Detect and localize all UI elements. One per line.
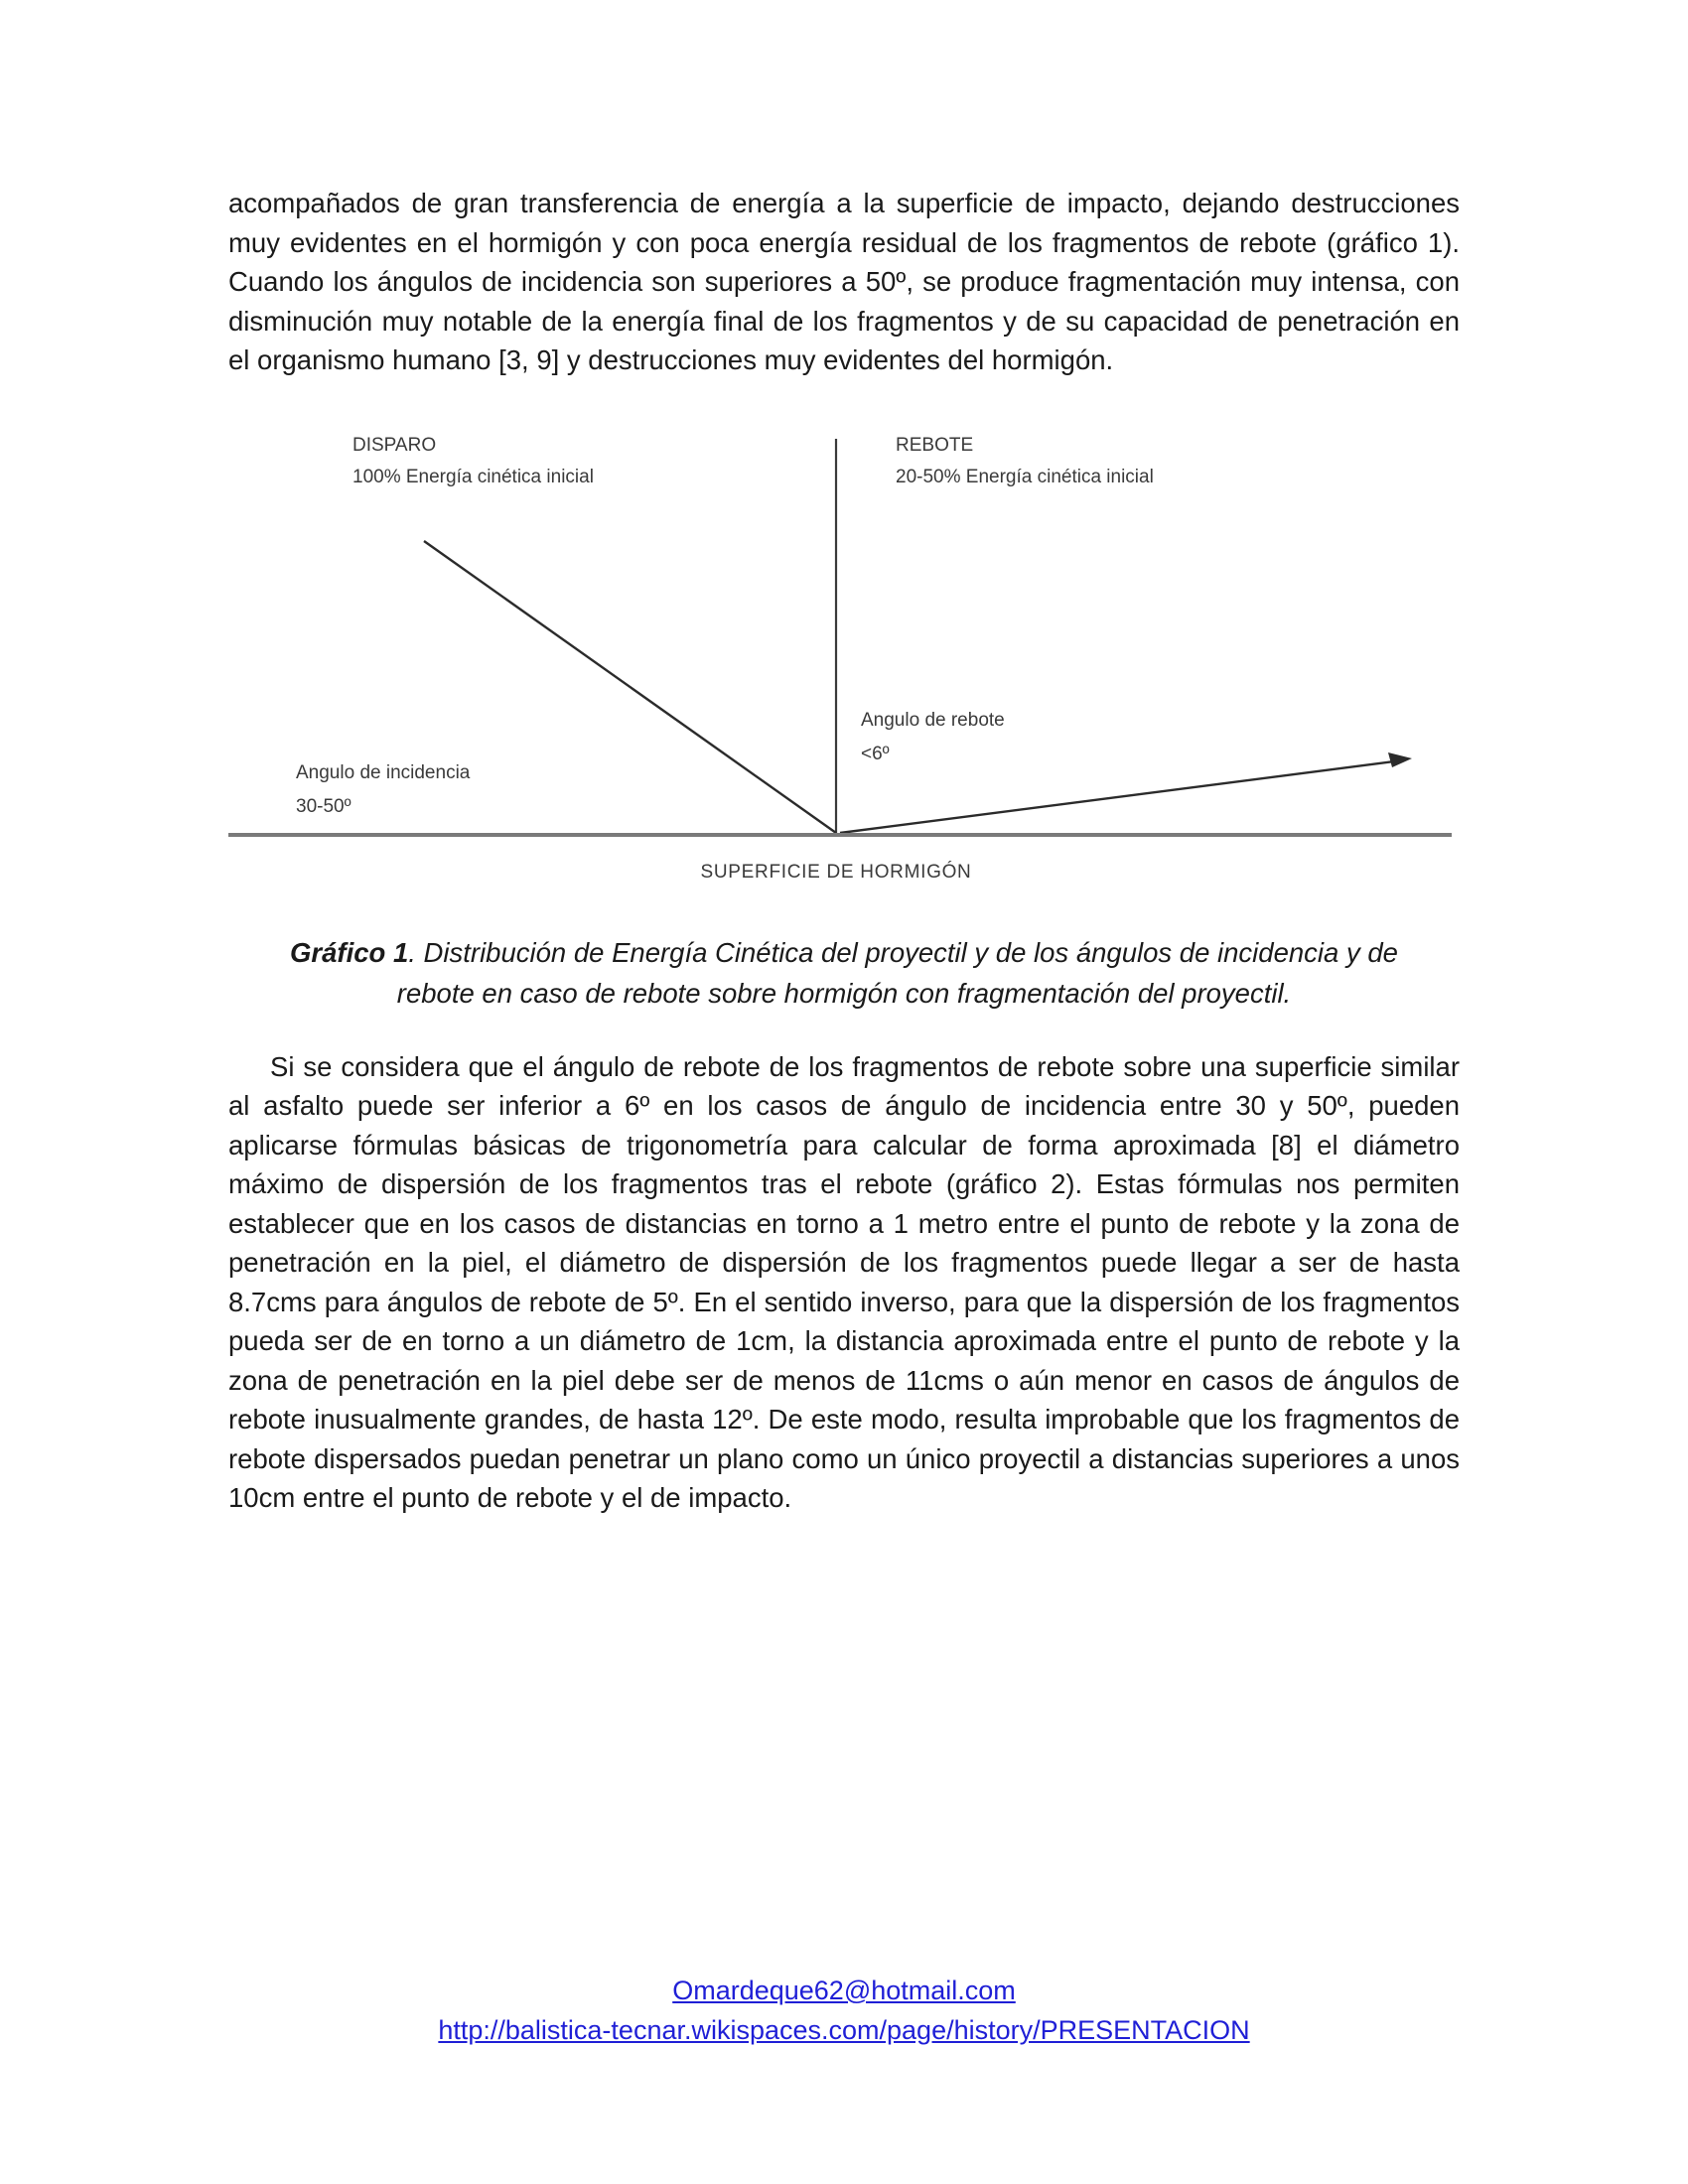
figure-caption-text: . Distribución de Energía Cinética del proyectil y de los ángulos de incidencia y de rebote en caso de rebote sobre hormigón con fragmentación del proyectil. (396, 936, 1398, 1009)
ballistics-rebound-diagram (228, 426, 1460, 902)
label-angulo-incidencia-value: 30-50º (296, 795, 352, 817)
footer-url-link[interactable]: http://balistica-tecnar.wikispaces.com/page/history/PRESENTACION (438, 2015, 1250, 2045)
label-superficie-hormigon: SUPERFICIE DE HORMIGÓN (700, 861, 972, 883)
label-disparo-title: DISPARO (352, 434, 437, 456)
label-angulo-rebote-title: Angulo de rebote (861, 709, 1005, 731)
rebound-trajectory-line (840, 760, 1402, 833)
label-disparo-energy: 100% Energía cinética inicial (352, 466, 594, 487)
page-footer (0, 1971, 1688, 2050)
rebound-arrowhead-icon (1388, 752, 1412, 767)
label-rebote-energy: 20-50% Energía cinética inicial (896, 466, 1154, 487)
spacer (228, 380, 1460, 426)
figure-caption-label: Gráfico 1 (290, 936, 409, 968)
incident-trajectory-line (424, 541, 836, 833)
label-angulo-incidencia-title: Angulo de incidencia (296, 761, 471, 783)
figure-caption (258, 932, 1430, 1014)
spacer (228, 912, 1460, 932)
footer-email-link[interactable]: Omardeque62@hotmail.com (672, 1976, 1016, 2005)
label-angulo-rebote-value: <6º (861, 743, 890, 764)
paragraph-analysis: Si se considera que el ángulo de rebote de los fragmentos de rebote sobre una superficie similar al asfalto puede ser inferior a 6º en los casos de ángulo de incidencia entre 30 y 50º, pueden aplicarse fórmulas básicas de trigonometría para calcular de forma aproximada [8] el diámetro máximo de dispersión de los fragmentos tras el rebote (gráfico 2). Estas fórmulas nos permiten establecer que en los casos de distancias en torno a 1 metro entre el punto de rebote y la zona de penetración en la piel, el diámetro de dispersión de los fragmentos puede llegar a ser de hasta 8.7cms para ángulos de rebote de 5º. En el sentido inverso, para que la dispersión de los fragmentos pueda ser de en torno a un diámetro de 1cm, la distancia aproximada entre el punto de rebote y la zona de penetración en la piel debe ser de menos de 11cms o aún menor en casos de ángulos de rebote inusualmente grandes, de hasta 12º. De este modo, resulta improbable que los fragmentos de rebote dispersados puedan penetrar un plano como un único proyectil a distancias superiores a unos 10cm entre el punto de rebote y el de impacto. (228, 1050, 1460, 1513)
document-content (228, 184, 1460, 1518)
spacer (228, 1014, 1460, 1047)
label-rebote-title: REBOTE (896, 434, 974, 456)
figure-grafico-1 (228, 426, 1460, 912)
paragraph-intro: acompañados de gran transferencia de energía a la superficie de impacto, dejando destrucciones muy evidentes en el hormigón y con poca energía residual de los fragmentos de rebote (gráfico 1). Cuando los ángulos de incidencia son superiores a 50º, se produce fragmentación muy intensa, con disminución muy notable de la energía final de los fragmentos y de su capacidad de penetración en el organismo humano [3, 9] y destrucciones muy evidentes del hormigón. (228, 188, 1460, 375)
